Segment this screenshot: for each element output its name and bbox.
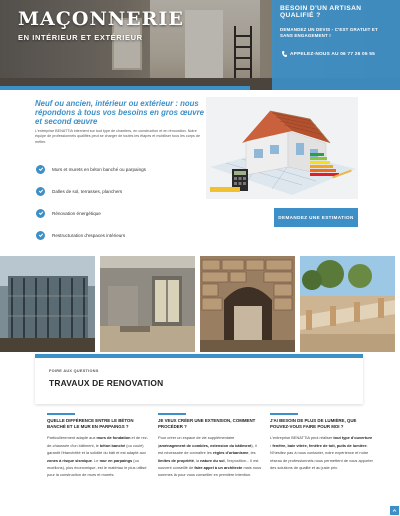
faq-header-card (35, 354, 363, 404)
photo-stone-arch (200, 256, 295, 352)
photo-concrete-wall (0, 256, 95, 352)
photo-interior-window (100, 256, 195, 352)
intro-heading: Neuf ou ancien, intérieur ou extérieur : nous répondons à tous vos besoins en gros œuvre et second œuvre (35, 99, 204, 126)
list-item (36, 202, 206, 224)
list-item-label: Dalles de sol, terrasses, planchers (52, 188, 123, 194)
estimate-button[interactable]: DEMANDEZ UNE ESTIMATION (274, 208, 358, 227)
hero-accent-bar (0, 86, 250, 90)
services-checklist (36, 158, 206, 246)
list-item (36, 158, 206, 180)
list-item-label: Restructuration d'espaces intérieurs (52, 232, 126, 238)
list-item-label: Rénovation énergétique (52, 210, 101, 216)
faq-answer: Particulièrement adapté aux murs de fondation et de rez-de-chaussée d'un bâtiment, le béton banché (ou coulé) garantit l'étanchéité et la solidité du bâti et est adapté aux zones à risque sismique. Le mur en parpaings (ou moellons), plus économique, est le matériau le plus utilisé pour la construction de murs et murets. (47, 435, 148, 478)
check-icon (36, 231, 45, 240)
faq-column-3 (270, 413, 374, 471)
faq-question: J'AI BESOIN DE PLUS DE LUMIÈRE, QUE POUVEZ-VOUS FAIRE POUR MOI ? (270, 418, 357, 430)
list-item (36, 224, 206, 246)
photo-exterior-wall (300, 256, 395, 352)
check-icon (36, 209, 45, 218)
scroll-top-button[interactable] (390, 506, 399, 515)
hero-subtitle: EN INTÉRIEUR ET EXTÉRIEUR (18, 33, 143, 42)
faq-question: QUELLE DIFFÉRENCE ENTRE LE BÉTON BANCHÉ ET LE MUR EN PARPAINGS ? (47, 418, 134, 430)
list-item (36, 180, 206, 202)
cta-title: BESOIN D'UN ARTISAN QUALIFIÉ ? (280, 5, 362, 19)
check-icon (36, 165, 45, 174)
faq-column-accent (270, 413, 298, 415)
faq-kicker: FOIRE AUX QUESTIONS (49, 369, 99, 373)
cta-box (272, 0, 400, 90)
hero-banner (0, 0, 400, 90)
faq-answer: L'entreprise BENATTIA peut réaliser tout type d'ouverture : fenêtre, baie vitrée, fenêtre de toit, puits de lumière. N'hésitez pas à nous contacter, notre expérience et notre réseau de professionnels nous permettent de vous apporter des solutions de qualité et au juste prix. (270, 435, 373, 471)
faq-column-2 (158, 413, 262, 479)
faq-answer: Pour créer un espace de vie supplémentaire (aménagement de combles, extension du bâtiment), il est nécessaire de connaître les règles d'urbanisme, les limites de propriété, la nature du sol, l'exposition... Il est souvent conseillé de faire appel à un architecte mais nous sommes là pour vous conseiller en première intention. (158, 435, 262, 478)
chevron-up-icon (392, 508, 397, 513)
phone-icon (282, 51, 287, 57)
faq-column-accent (158, 413, 186, 415)
faq-question: JE VEUX CRÉER UNE EXTENSION, COMMENT PROCÉDER ? (158, 418, 256, 430)
hero-title: MAÇONNERIE (18, 8, 184, 30)
cta-quote-link[interactable]: DEMANDEZ UN DEVIS - C'EST GRATUIT ET SANS ENGAGEMENT ! (280, 27, 378, 38)
cta-phone-text: APPELEZ-NOUS AU 06 77 26 05 55 (290, 51, 376, 57)
house-blueprint-image (206, 97, 358, 199)
list-item-label: Murs et murets en béton banché ou parpaings (52, 166, 146, 172)
faq-column-1 (47, 413, 151, 479)
faq-title: TRAVAUX DE RENOVATION (49, 378, 164, 388)
intro-text: L'entreprise BENATTIA intervient sur tout type de chantiers, en construction et en rénovation. Notre équipe de professionnels qualifiés peut se charger de toutes les étapes et mobiliser tous les corps de métier. (35, 129, 201, 144)
cta-phone-link[interactable] (282, 51, 392, 57)
check-icon (36, 187, 45, 196)
faq-column-accent (47, 413, 75, 415)
